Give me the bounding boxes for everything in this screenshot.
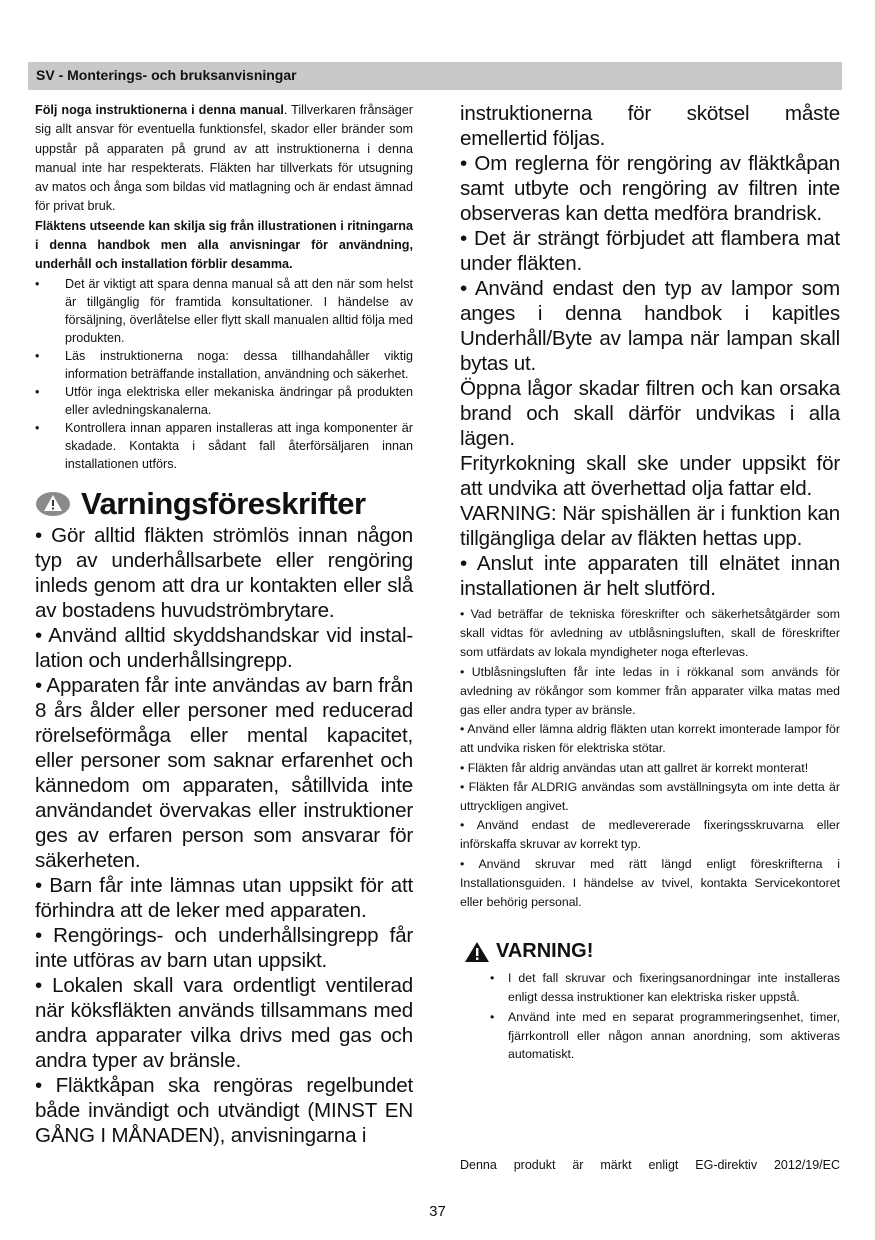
list-item: • Utför inga elektriska eller mekaniska ändringar på produkten eller avledningskanalerna. — [35, 384, 413, 417]
right-paragraph: Frityrkokning skall ske under uppsikt för att undvika att överhettad olja fattar eld. — [460, 452, 840, 500]
varning-bullet-list — [460, 969, 840, 1064]
warnings-title: Varningsföreskrifter — [81, 485, 366, 521]
right-paragraph: • Anslut inte apparaten till elnätet innan installationen är helt slutförd. — [460, 552, 840, 600]
list-item: • Kontrollera innan apparen installeras att inga komponenter är skadade. Kontakta i sådant fall återförsäljaren innan installationen utförs. — [35, 420, 413, 471]
right-small-paragraph: • Fläkten får ALDRIG användas som avställningsyta om inte detta är uttryckligen angivet. — [460, 779, 840, 814]
intro-text: . Tillverkaren frånsäger sig allt ansvar för eventuella funktionsfel, skador eller bränder som uppstår på apparaten på grund av att instruktionerna i denna manual inte har respekterats. Fläkten har tillverkats för utsugning av matos och ånga som bildas vid matlagning och är endast ämnad för privat bruk. — [35, 103, 413, 214]
intro-paragraph — [35, 101, 413, 217]
right-big-text — [460, 101, 840, 601]
varning-heading — [460, 940, 840, 963]
right-small-text — [460, 605, 840, 912]
right-column — [460, 101, 840, 1066]
right-paragraph: VARNING: När spishällen är i funktion kan tillgängliga delar av fläkten hettas upp. — [460, 502, 840, 550]
warning-paragraph: • Gör alltid fläkten strömlös innan någon typ av underhållsarbete eller rengöring inleds genom att dra ur kontakten eller slå av bostadens huvudströmbrytare. — [35, 523, 413, 622]
right-small-paragraph: • Använd eller lämna aldrig fläkten utan korrekt imonterade lampor för att undvika risken för elektriska stötar. — [460, 722, 840, 756]
intro-bullet-list — [35, 275, 413, 473]
list-item: • Det är viktigt att spara denna manual så att den när som helst är tillgänglig för framtida konsultationer. I händelse av försäljning, överlåtelse eller flytt skall manualen alltid följa med produkten. — [35, 276, 413, 345]
right-paragraph: • Använd endast den typ av lampor som anges i denna handbok i kapitles Underhåll/Byte av lampa när lampan skall bytas ut. — [460, 277, 840, 375]
section-header-title: SV - Monterings- och bruksanvisningar — [36, 67, 297, 83]
warning-triangle-icon — [464, 941, 490, 963]
list-item: • I det fall skruvar och fixeringsanordningar inte installeras enligt dessa instruktioner kan elektriska risker uppstå. — [490, 971, 840, 1004]
right-small-paragraph: • Utblåsningsluften får inte ledas in i rökkanal som används för avledning av rökångor som kommer från apparater vilka matas med gas eller andra typer av bränsle. — [460, 664, 840, 718]
weee-directive-note: Denna produkt är märkt enligt EG-direktiv 2012/19/EC — [460, 1158, 840, 1172]
right-paragraph: Öppna lågor skadar filtren och kan orsaka brand och skall därför undvikas i alla lägen. — [460, 377, 840, 450]
varning-title: VARNING! — [496, 940, 594, 963]
intro-bold-paragraph: Fläktens utseende kan skilja sig från illustrationen i ritningarna i denna handbok men alla anvisningar för användning, underhåll och installation förblir desamma. — [35, 218, 413, 272]
right-small-paragraph: • Använd endast de medlevererade fixeringsskruvarna eller införskaffa skruvar av korrekt typ. — [460, 818, 840, 852]
warning-paragraph: • Fläktkåpan ska rengöras regelbundet både invändigt och utvändigt (MINST EN GÅNG I MÅNADEN), anvisningarna i — [35, 1073, 413, 1147]
section-header-bar — [28, 62, 842, 90]
warning-paragraph: • Apparaten får inte användas av barn från 8 års ålder eller personer med reducerad rörelseförmåga eller mental kapacitet, eller personer som saknar erfarenhet och kännedom om apparaten, såtillvida inte användandet övervakas eller instruktioner ges av erfaren person som ansvarar för säkerheten. — [35, 673, 413, 872]
warning-oval-icon — [35, 491, 71, 517]
warning-paragraph: • Rengörings- och underhållsingrepp får inte utföras av barn utan uppsikt. — [35, 923, 413, 972]
intro-bold-lead: Följ noga instruktionerna i denna manual — [35, 103, 284, 117]
page-number: 37 — [429, 1203, 446, 1220]
warning-paragraph: • Barn får inte lämnas utan uppsikt för att förhindra att de leker med apparaten. — [35, 873, 413, 922]
right-small-paragraph: • Vad beträffar de tekniska föreskrifter och säkerhetsåtgärder som skall vidtas för avledning av utblåsningsluften, skall de föreskrifter som utfärdats av lokala myndigheter noga efterlevas. — [460, 607, 840, 660]
right-paragraph: instruktionerna för skötsel måste emellertid följas. — [460, 102, 840, 150]
right-paragraph: • Om reglerna för rengöring av fläktkåpan samt utbyte och rengöring av filtren inte observeras kan detta medföra brandrisk. — [460, 152, 840, 225]
warnings-body — [35, 523, 413, 1148]
warning-paragraph: • Använd alltid skyddshandskar vid instal-lation och underhållsingrepp. — [35, 623, 413, 672]
left-column — [35, 101, 413, 1148]
warning-paragraph: • Lokalen skall vara ordentligt ventilerad när köksfläkten används tillsammans med andra apparater vilka drivs med gas och andra typer av bränsle. — [35, 973, 413, 1072]
right-small-paragraph: • Fläkten får aldrig användas utan att gallret är korrekt monterat! — [460, 760, 809, 775]
list-item: • Använd inte med en separat programmeringsenhet, timer, fjärrkontroll eller någon annan anordning, som aktiveras automatiskt. — [490, 1010, 840, 1062]
list-item: • Läs instruktionerna noga: dessa tillhandahåller viktig information beträffande installation, användning och säkerhet. — [35, 348, 413, 381]
right-paragraph: • Det är strängt förbjudet att flambera mat under fläkten. — [460, 227, 840, 275]
right-small-paragraph: • Använd skruvar med rätt längd enligt föreskrifterna i Installationsguiden. I händelse av tvivel, kontakta Servicekontoret eller behörig personal. — [460, 856, 840, 910]
warnings-heading — [35, 487, 413, 521]
